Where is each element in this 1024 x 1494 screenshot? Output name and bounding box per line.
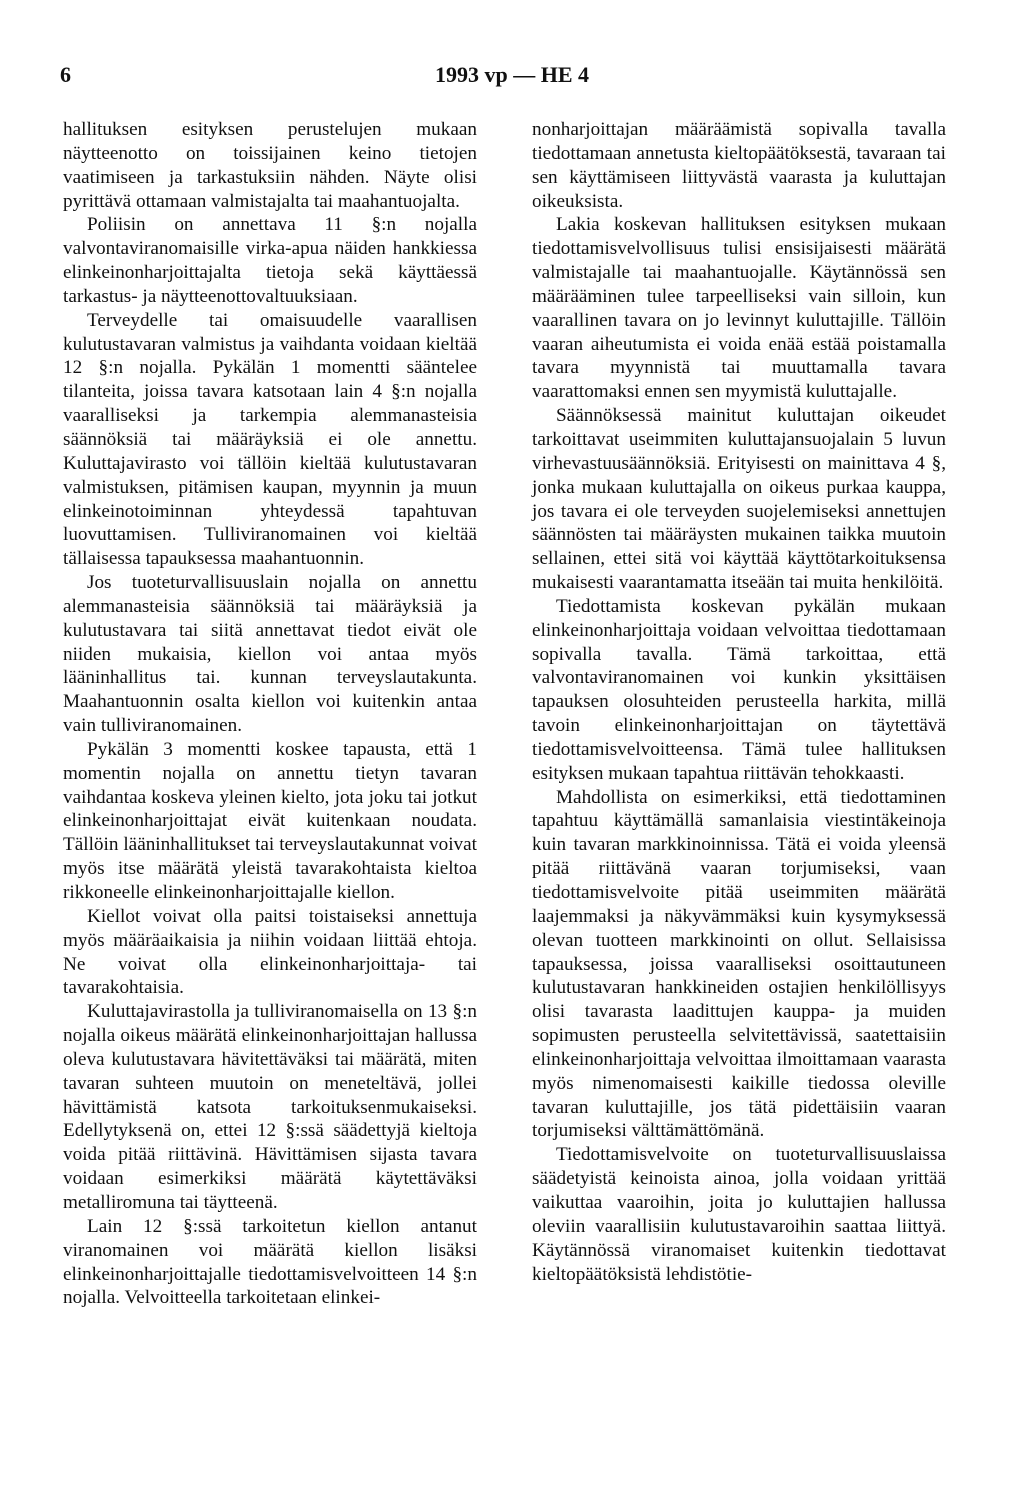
paragraph: Kuluttajavirastolla ja tulliviranomaisella on 13 §:n nojalla oikeus määrätä elinkeinonharjoittajan hallussa oleva kulutustavara hävitettäväksi tai määrätä, miten tavaran suhteen muutoin on meneteltävä, jollei hävittämistä katsota tarkoituksenmukaiseksi. Edellytyksenä on, ettei 12 §:ssä säädettyjä kieltoja voida pitää riittävinä. Hävittämisen sijasta tavara voidaan esimerkiksi määrätä käytettäväksi metalliromuna tai täytteenä.	[63, 1001, 477, 1213]
running-title: 1993 vp — HE 4	[434, 62, 590, 87]
paragraph: nonharjoittajan määräämistä sopivalla tavalla tiedottamaan annetusta kieltopäätöksestä, tavaraan tai sen käyttämiseen liittyvästä vaarasta ja kuluttajan oikeuksista.	[532, 119, 946, 212]
paragraph: Tiedottamista koskevan pykälän mukaan elinkeinonharjoittaja voidaan velvoittaa tiedottamaan sopivalla tavalla. Tämä tarkoittaa, että valvontaviranomainen voi kunkin yksittäisen tapauksen olosuhteiden perusteella harkita, millä tavoin elinkeinonharjoittajan on täytettävä tiedottamisvelvoitteensa. Tämä tulee hallituksen esityksen mukaan tapahtua riittävän tehokkaasti.	[532, 595, 946, 784]
paragraph: Mahdollista on esimerkiksi, että tiedottaminen tapahtuu käyttämällä samanlaisia viestintäkeinoja kuin tavaran markkinoinnissa. Tätä ei voida yleensä pitää riittävänä vaaran torjumiseksi, vaan tiedottamisvelvoite pitää useimmiten määrätä laajemmaksi ja näkyvämmäksi kuin kysymyksessä olevan tuotteen markkinointi on ollut. Sellaisissa tapauksessa, joissa vaaralliseksi osoittautuneen kulutustavaran hankkineiden ostajien henkilöllisyys olisi tavarasta laadittujen kauppa- ja muiden sopimusten perusteella selvitettävissä, saatettaisiin elinkeinonharjoittaja velvoittaa ilmoittamaan vaarasta myös nimenomaisesti kaikille tiedossa oleville tavaran kuluttajille, jos tätä pidettäisiin vaaran torjumiseksi välttämättömänä.	[532, 786, 946, 1142]
paragraph: Terveydelle tai omaisuudelle vaarallisen kulutustavaran valmistus ja vaihdanta voidaan kieltää 12 §:n nojalla. Pykälän 1 momentti sääntelee tilanteita, joissa tavara katsotaan lain 4 §:n nojalla vaaralliseksi ja tarkempia alemmanasteisia säännöksiä tai määräyksiä ei ole annettu. Kuluttajavirasto voi tällöin kieltää kulutustavaran valmistuksen, pitämisen kaupan, myynnin ja muun elinkeinotoiminnan yhteydessä tapahtuvan luovuttamisen. Tulliviranomainen voi kieltää tällaisessa tapauksessa maahantuonnin.	[63, 309, 477, 570]
paragraph: Jos tuoteturvallisuuslain nojalla on annettu alemmanasteisia säännöksiä tai määräyksiä ja kulutustavara tai siitä annettavat tiedot eivät ole niiden mukaisia, kiellon voi antaa myös lääninhallitus tai. kunnan terveyslautakunta. Maahantuonnin osalta kiellon voi kuitenkin antaa vain tulliviranomainen.	[63, 572, 477, 737]
paragraph: Poliisin on annettava 11 §:n nojalla valvontaviranomaisille virka-apua näiden hankkiessa elinkeinonharjoittajalta tietoja sekä käyttäessä tarkastus- ja näytteenottovaltuuksiaan.	[63, 214, 477, 307]
page-header	[0, 62, 1024, 102]
paragraph: Kiellot voivat olla paitsi toistaiseksi annettuja myös määräaikaisia ja niihin voidaan liittää ehtoja. Ne voivat olla elinkeinonharjoittaja- tai tavarakohtaisia.	[63, 905, 477, 999]
paragraph: Säännöksessä mainitut kuluttajan oikeudet tarkoittavat useimmiten kuluttajansuojalain 5 luvun virhevastuusäännöksiä. Erityisesti on mainittava 4 §, jonka mukaan kuluttajalla on oikeus purkaa kauppa, jos tavara ei ole terveyden suojelemiseksi annettujen säännösten tai määräysten mukainen taikka muutoin sellainen, ettei sitä voi käyttää käyttötarkoituksensa mukaisesti vaarantamatta itseään tai muita henkilöitä.	[532, 405, 946, 594]
paragraph: Lain 12 §:ssä tarkoitetun kiellon antanut viranomainen voi määrätä kiellon lisäksi elinkeinonharjoittajalle tiedottamisvelvoitteen 14 §:n nojalla. Velvoitteella tarkoitetaan elinkei-	[63, 1215, 477, 1309]
right-column	[532, 118, 946, 1286]
paragraph: hallituksen esityksen perustelujen mukaan näytteenotto on toissijainen keino tietojen vaatimiseen ja tarkastuksiin nähden. Näyte olisi pyrittävä ottamaan valmistajalta tai maahantuojalta.	[63, 119, 477, 212]
left-column	[63, 118, 477, 1310]
paragraph: Lakia koskevan hallituksen esityksen mukaan tiedottamisvelvollisuus tulisi ensisijaisesti määrätä valmistajalle tai maahantuojalle. Käytännössä sen määrääminen tulee tarpeelliseksi vain silloin, kun vaarallinen tavara on jo levinnyt kuluttajille. Tällöin vaaran aiheutumista ei voida enää estää poistamalla tavara myynnistä tai muuttamalla tavara vaarattomaksi ennen sen myymistä kuluttajalle.	[532, 214, 946, 403]
paragraph: Pykälän 3 momentti koskee tapausta, että 1 momentin nojalla on annettu tietyn tavaran vaihdantaa koskeva yleinen kielto, jota joku tai jotkut elinkeinonharjoittajat eivät kuitenkaan noudata. Tällöin lääninhallitukset tai terveyslautakunnat voivat myös itse määrätä yleistä tavarakohtaista kieltoa rikkoneelle elinkeinonharjoittajalle kiellon.	[63, 738, 477, 903]
page-number: 6	[60, 62, 71, 87]
paragraph: Tiedottamisvelvoite on tuoteturvallisuuslaissa säädetyistä keinoista ainoa, jolla voidaan yrittää vaikuttaa vaaroihin, joita jo kuluttajien hallussa oleviin vaarallisiin kulutustavaroihin saattaa liittyä. Käytännössä viranomaiset kuitenkin tiedottavat kieltopäätöksistä lehdistötie-	[532, 1144, 946, 1285]
